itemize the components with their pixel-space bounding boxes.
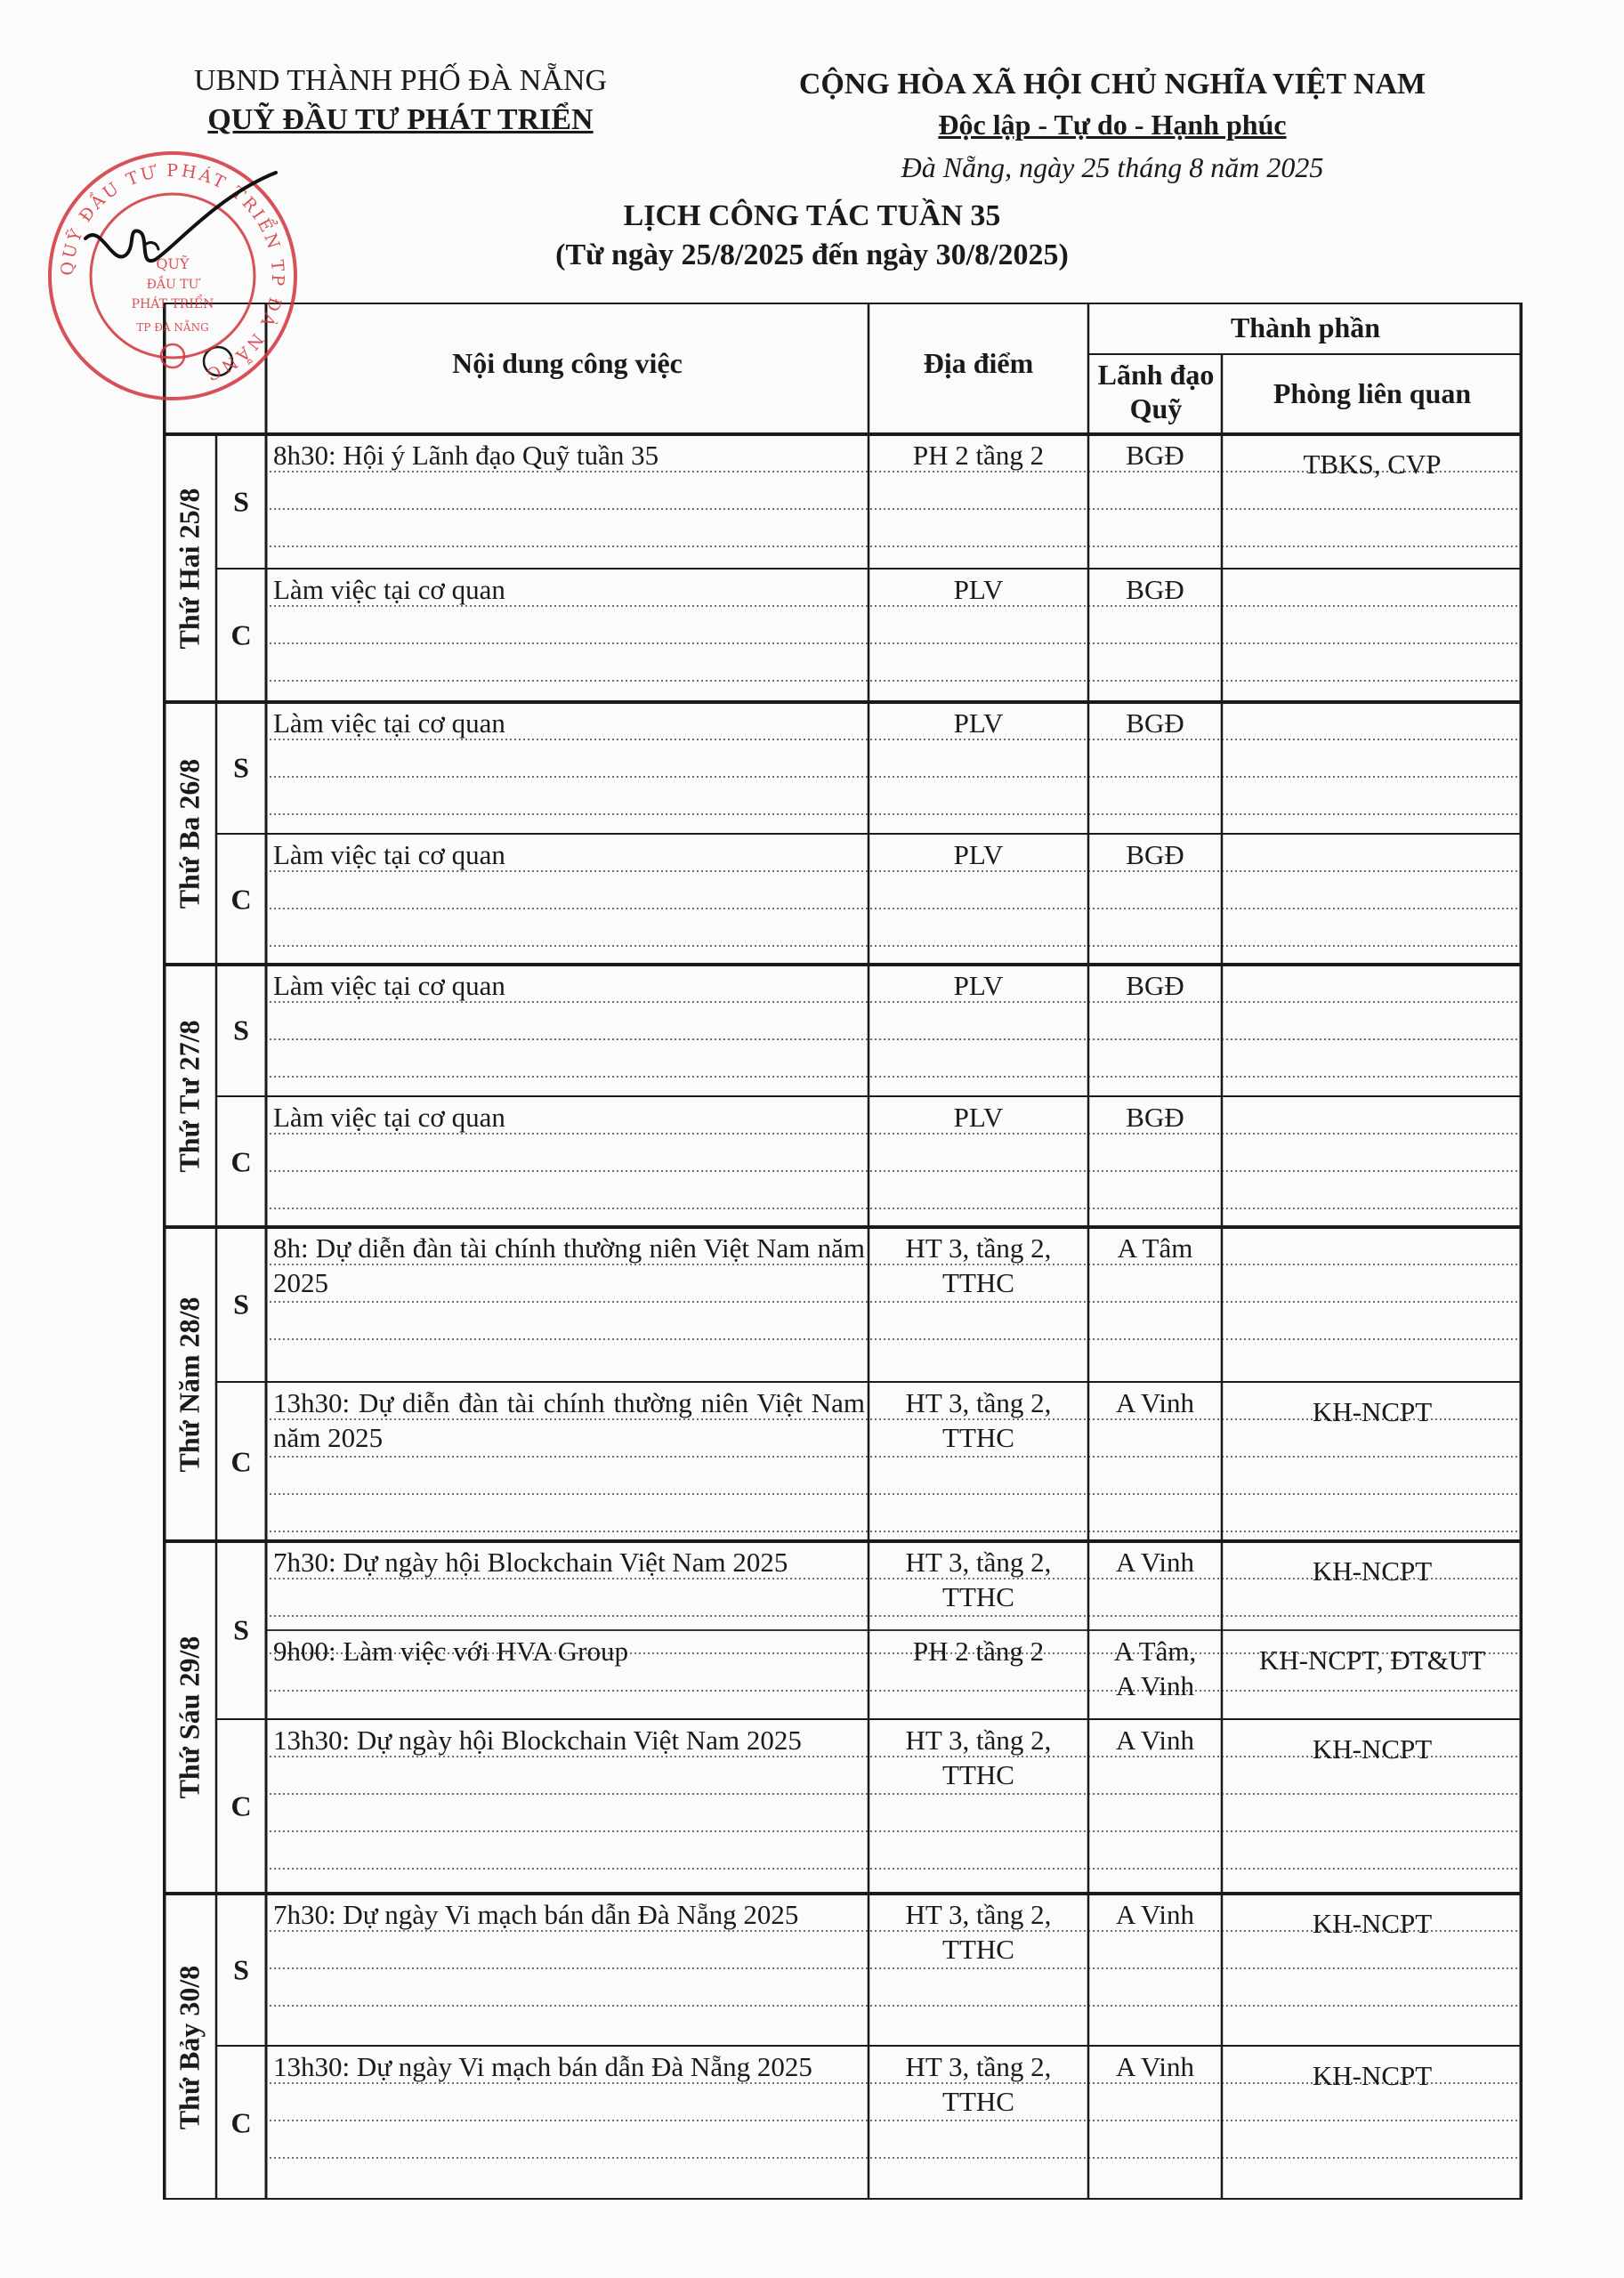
national-motto: Độc lập - Tự do - Hạnh phúc — [938, 109, 1287, 141]
entry-leader: A Vinh — [1115, 2051, 1194, 2082]
entry-content: 7h30: Dự ngày hội Blockchain Việt Nam 2025 — [273, 1547, 788, 1578]
entry-location: PLV — [953, 1102, 1004, 1133]
day-label: Thứ Tư 27/8 — [173, 1019, 206, 1173]
entry-content: Làm việc tại cơ quan — [273, 707, 505, 739]
svg-text:TP ĐÀ NẴNG: TP ĐÀ NẴNG — [136, 321, 209, 334]
document-date: Đà Nẵng, ngày 25 tháng 8 năm 2025 — [901, 151, 1324, 183]
entry-content: 13h30: Dự diễn đàn tài chính thường niên Việt Nam năm 2025 — [273, 1387, 865, 1453]
entry-dept: KH-NCPT, ĐT&UT — [1258, 1644, 1486, 1676]
session-label: C — [230, 1789, 252, 1822]
session-label: S — [233, 751, 249, 784]
seal-ring-text: QUỸ ĐẦU TƯ PHÁT TRIỂN TP ĐÀ NẴNG — [57, 160, 288, 385]
entry-location: PH 2 tầng 2 — [912, 440, 1045, 471]
entry-content: 9h00: Làm việc với HVA Group — [273, 1636, 628, 1667]
entry-leader: BGĐ — [1126, 440, 1184, 471]
entry-leader: A Vinh — [1115, 1899, 1194, 1930]
entry-location: PLV — [953, 574, 1004, 605]
entry-location: HT 3, tầng 2, TTHC — [905, 1547, 1052, 1612]
entry-dept: KH-NCPT — [1312, 1555, 1433, 1587]
entry-leader: BGĐ — [1126, 574, 1184, 605]
entry-content: 8h: Dự diễn đàn tài chính thường niên Việt Nam năm 2025 — [273, 1232, 865, 1298]
agency-name: UBND THÀNH PHỐ ĐÀ NẴNG — [193, 64, 608, 97]
entry-content: Làm việc tại cơ quan — [273, 970, 505, 1001]
entry-content: Làm việc tại cơ quan — [273, 574, 505, 605]
session-label: C — [230, 1445, 252, 1477]
day-label: Thứ Sáu 29/8 — [173, 1636, 206, 1799]
session-label: C — [230, 1145, 252, 1177]
day-label: Thứ Năm 28/8 — [173, 1297, 206, 1472]
entry-location: HT 3, tầng 2, TTHC — [905, 1387, 1052, 1453]
session-label: C — [230, 2106, 252, 2139]
entry-location: PLV — [953, 839, 1004, 870]
entry-content: 13h30: Dự ngày Vi mạch bán dẫn Đà Nẵng 2025 — [273, 2051, 812, 2082]
entry-location: HT 3, tầng 2, TTHC — [905, 1725, 1052, 1790]
svg-text:ĐẦU TƯ: ĐẦU TƯ — [146, 278, 199, 292]
session-label: S — [233, 1014, 249, 1046]
entry-leader: BGĐ — [1126, 970, 1184, 1001]
entry-location: HT 3, tầng 2, TTHC — [905, 1899, 1052, 1965]
entry-location: PH 2 tầng 2 — [912, 1636, 1045, 1667]
entry-leader: A Tâm — [1117, 1232, 1193, 1264]
entry-leader: A Vinh — [1115, 1387, 1194, 1418]
entry-content: Làm việc tại cơ quan — [273, 839, 505, 870]
entry-dept: KH-NCPT — [1312, 1908, 1433, 1939]
entry-dept: KH-NCPT — [1312, 1733, 1433, 1765]
entry-dept: TBKS, CVP — [1303, 448, 1442, 480]
fund-name: QUỸ ĐẦU TƯ PHÁT TRIỂN — [207, 103, 594, 136]
entry-content: 8h30: Hội ý Lãnh đạo Quỹ tuần 35 — [273, 440, 659, 471]
header-content: Nội dung công việc — [452, 347, 683, 379]
day-label: Thứ Hai 25/8 — [173, 487, 206, 650]
day-label: Thứ Ba 26/8 — [173, 758, 206, 909]
entry-content: 13h30: Dự ngày hội Blockchain Việt Nam 2025 — [273, 1725, 802, 1756]
header-leader: Lãnh đạo Quỹ — [1097, 359, 1215, 424]
entry-leader: A Tâm, A Vinh — [1113, 1636, 1197, 1701]
header-location: Địa điểm — [923, 347, 1034, 379]
svg-text:PHÁT TRIỂN: PHÁT TRIỂN — [131, 297, 214, 311]
entry-location: HT 3, tầng 2, TTHC — [905, 2051, 1052, 2117]
entry-leader: BGĐ — [1126, 839, 1184, 870]
entry-dept: KH-NCPT — [1312, 2060, 1433, 2091]
session-label: S — [233, 1288, 249, 1321]
entry-leader: A Vinh — [1115, 1547, 1194, 1578]
entry-content: Làm việc tại cơ quan — [273, 1102, 505, 1133]
day-label: Thứ Bảy 30/8 — [173, 1965, 206, 2129]
header-participants: Thành phần — [1230, 311, 1381, 343]
session-label: C — [230, 618, 252, 651]
entry-leader: A Vinh — [1115, 1725, 1194, 1756]
entry-location: PLV — [953, 707, 1004, 739]
schedule-table — [163, 303, 1523, 2200]
schedule-title: LỊCH CÔNG TÁC TUẦN 35 — [623, 199, 1001, 232]
entry-location: HT 3, tầng 2, TTHC — [905, 1232, 1052, 1298]
official-seal — [39, 142, 306, 409]
session-label: S — [233, 485, 249, 517]
entry-location: PLV — [953, 970, 1004, 1001]
entry-leader: BGĐ — [1126, 707, 1184, 739]
national-title: CỘNG HÒA XÃ HỘI CHỦ NGHĨA VIỆT NAM — [798, 68, 1426, 101]
header-dept: Phòng liên quan — [1273, 377, 1472, 409]
session-label: S — [233, 1613, 249, 1646]
svg-text:QUỸ: QUỸ — [156, 255, 190, 272]
session-label: C — [230, 883, 252, 915]
session-label: S — [233, 1953, 249, 1985]
schedule-period: (Từ ngày 25/8/2025 đến ngày 30/8/2025) — [555, 238, 1069, 271]
entry-dept: KH-NCPT — [1312, 1396, 1433, 1427]
entry-leader: BGĐ — [1126, 1102, 1184, 1133]
entry-content: 7h30: Dự ngày Vi mạch bán dẫn Đà Nẵng 2025 — [273, 1899, 799, 1930]
